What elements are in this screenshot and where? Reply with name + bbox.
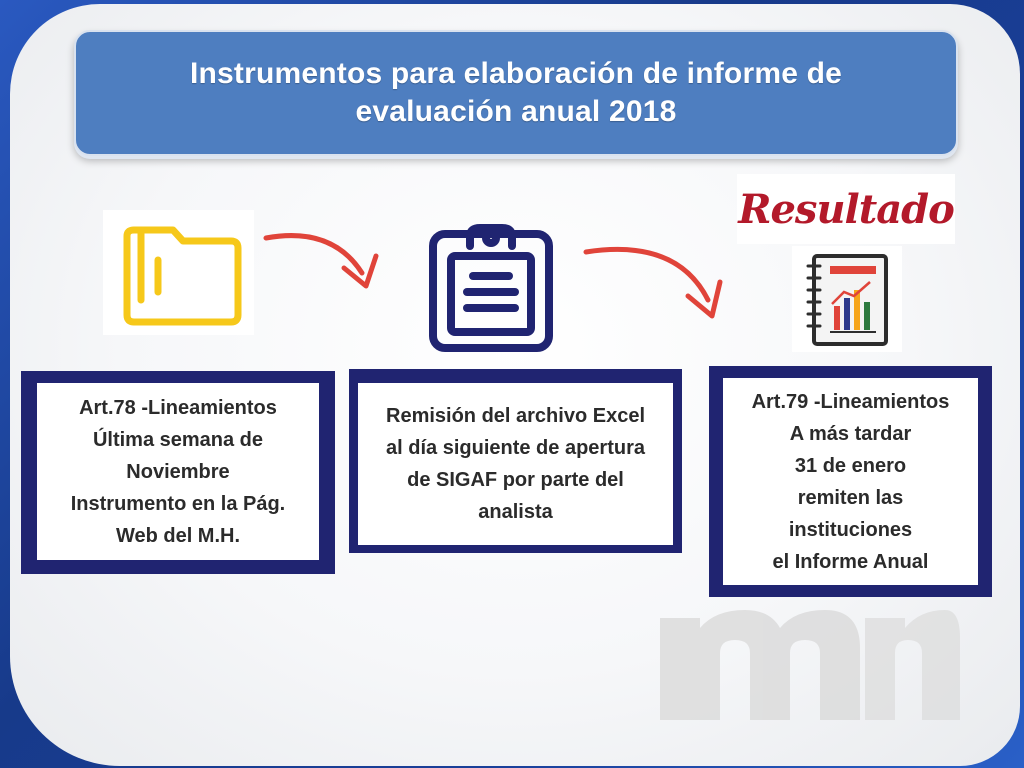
folder-card	[103, 210, 254, 335]
info-box-2-text: Remisión del archivo Excel al día siguiente de apertura de SIGAF por parte del analista	[386, 405, 645, 523]
clipboard-icon	[425, 216, 557, 354]
logo-watermark	[660, 598, 960, 723]
title-banner	[74, 30, 958, 156]
info-box-2-content	[358, 383, 673, 545]
info-box-3	[709, 366, 992, 597]
slide-title: Instrumentos para elaboración de informe de evaluación anual 2018	[189, 57, 843, 128]
info-box-1-content	[37, 383, 319, 560]
arrow-icon	[262, 228, 387, 298]
info-box-3-content	[723, 378, 978, 585]
arrow-icon	[582, 238, 732, 323]
info-box-1	[21, 371, 335, 574]
report-card	[792, 246, 902, 352]
info-box-3-text: Art.79 -Lineamientos A más tardar 31 de enero remiten las instituciones el Informe Anual	[751, 390, 950, 573]
report-chart-icon	[792, 246, 902, 352]
info-box-2	[349, 369, 682, 553]
result-label: Resultado	[738, 185, 954, 233]
info-box-1-text: Art.78 -Lineamientos Última semana de Noviembre Instrumento en la Pág. Web del M.H.	[70, 396, 286, 547]
folder-icon	[103, 210, 254, 335]
result-heading	[737, 174, 955, 244]
